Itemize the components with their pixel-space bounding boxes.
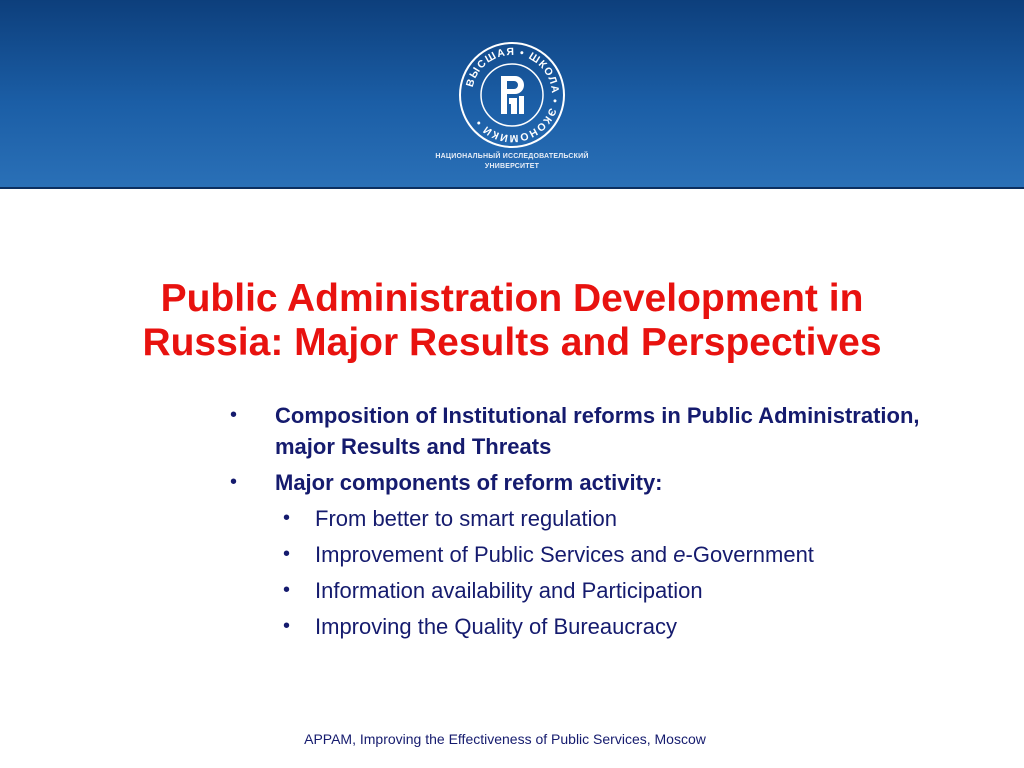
- sub-bullet-item: [225, 539, 945, 570]
- sub-bullet-item: [225, 575, 945, 606]
- sub-bullet-text: Improving the Quality of Bureaucracy: [315, 614, 677, 639]
- slide-title: [40, 277, 984, 365]
- bullet-dot-icon: •: [283, 543, 291, 565]
- bullet-list: [225, 400, 945, 647]
- svg-text:ВЫСШАЯ • ШКОЛА • ЭКОНОМИКИ •: [464, 46, 561, 144]
- bullet-text: Major components of reform activity:: [275, 470, 663, 495]
- bullet-item: [225, 400, 945, 462]
- hse-logo: [457, 40, 567, 150]
- sub-bullet-item: [225, 503, 945, 534]
- footer-text: APPAM, Improving the Effectiveness of Public Services, Moscow: [304, 731, 706, 747]
- slide-title-line1: Public Administration Development in: [160, 277, 864, 320]
- sub-bullet-text: [315, 542, 814, 567]
- university-name: [380, 152, 644, 172]
- bullet-text: Composition of Institutional reforms in Public Administration, major Results and Threats: [275, 403, 920, 459]
- sub-bullet-text-post: -Government: [685, 542, 814, 567]
- sub-bullet-text: Information availability and Participation: [315, 578, 703, 603]
- sub-bullet-text: From better to smart regulation: [315, 506, 618, 531]
- bullet-item: [225, 467, 945, 498]
- university-name-line1: НАЦИОНАЛЬНЫЙ ИССЛЕДОВАТЕЛЬСКИЙ: [435, 153, 589, 160]
- bullet-dot-icon: •: [283, 615, 291, 637]
- logo-ring-text: ВЫСШАЯ • ШКОЛА • ЭКОНОМИКИ •: [463, 45, 562, 145]
- university-name-line2: УНИВЕРСИТЕТ: [484, 163, 540, 170]
- header-banner: [0, 0, 1024, 189]
- bullet-dot-icon: •: [283, 507, 291, 529]
- sub-bullet-text-pre: Improvement of Public Services and: [315, 542, 674, 567]
- bullet-dot-icon: •: [230, 471, 238, 493]
- slide-title-line2: Russia: Major Results and Perspectives: [142, 321, 882, 364]
- bullet-dot-icon: •: [230, 404, 238, 426]
- bullet-dot-icon: •: [283, 579, 291, 601]
- sub-bullet-item: [225, 611, 945, 642]
- sub-bullet-text-em: e: [673, 542, 686, 567]
